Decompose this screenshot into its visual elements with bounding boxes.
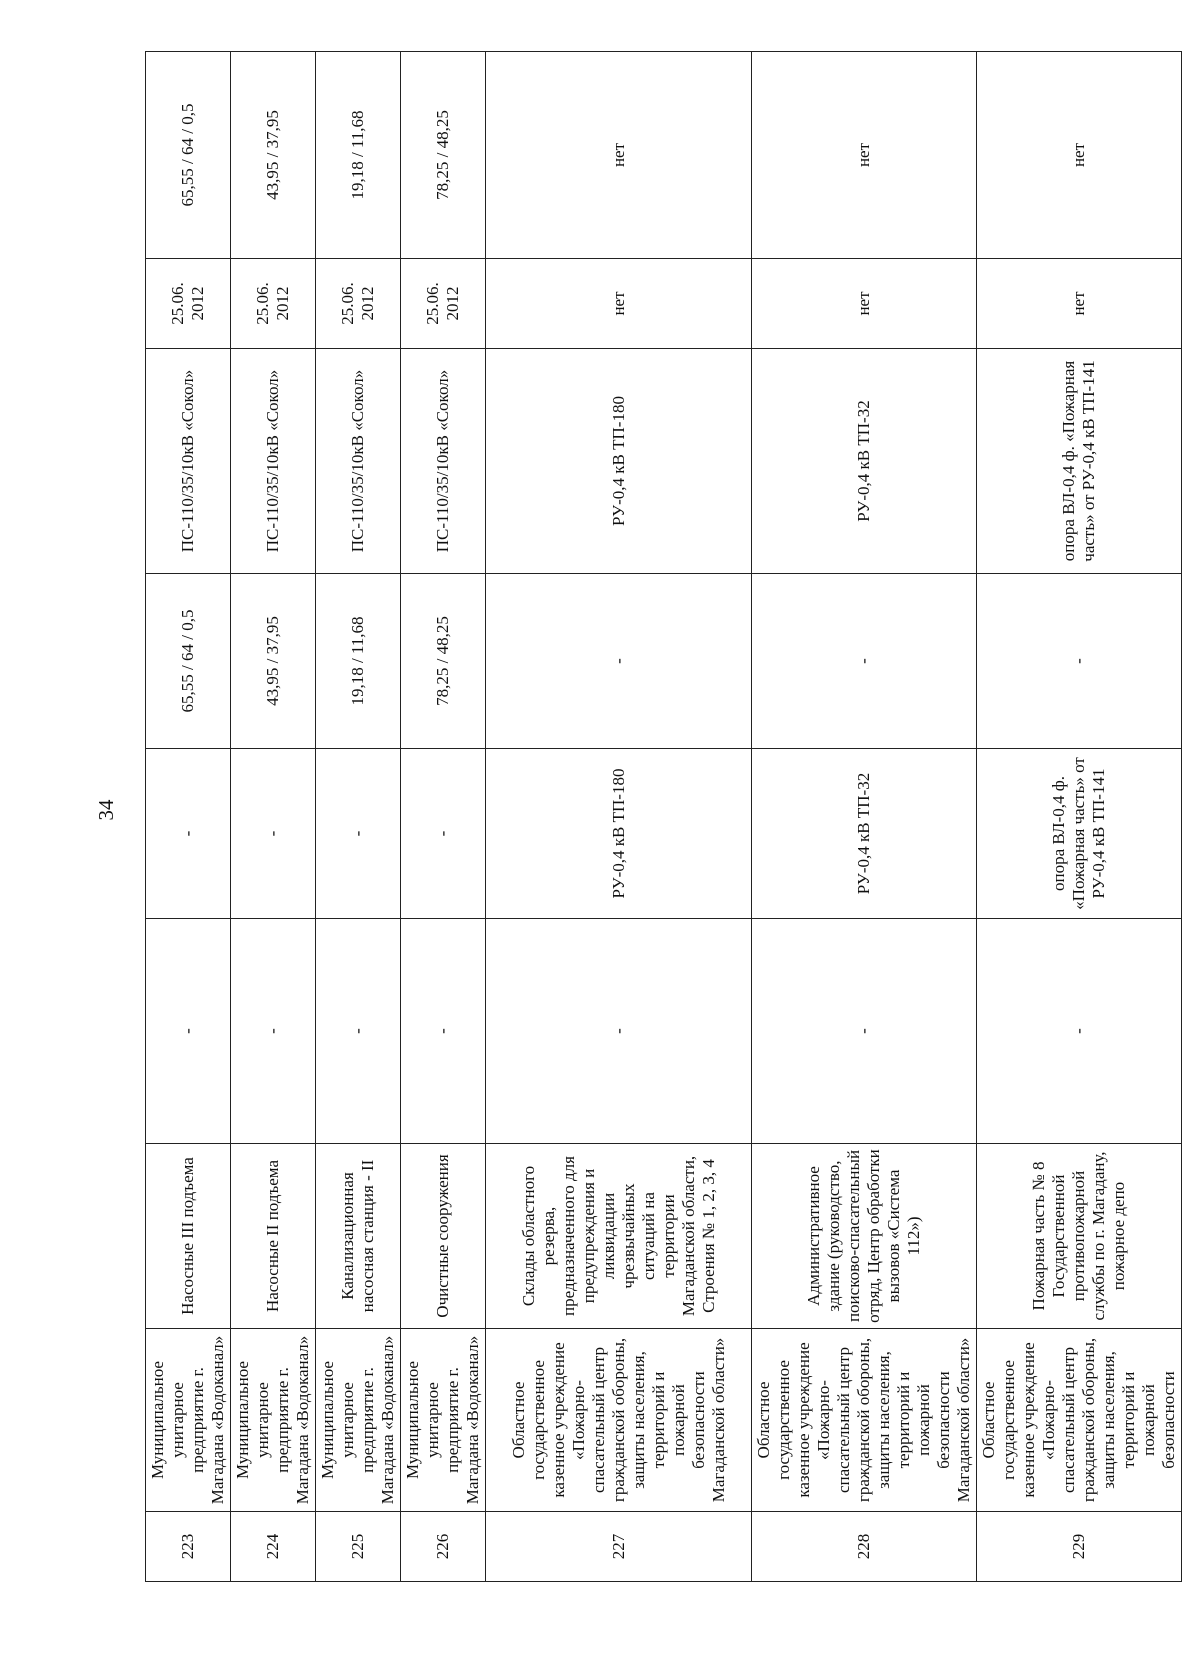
- table-row: [146, 52, 231, 1582]
- table-row: [486, 52, 752, 1582]
- document-table-rotated: [145, 52, 1178, 1582]
- col-d-cell: РУ-0,4 кВ ТП-180: [486, 349, 752, 574]
- object-cell: Насосные II подъема: [231, 1144, 316, 1329]
- col-c-cell: 19,18 / 11,68: [316, 574, 401, 749]
- col-d-cell: ПС-110/35/10кВ «Сокол»: [146, 349, 231, 574]
- date-cell: 25.06. 2012: [316, 259, 401, 349]
- organization-cell: Муниципальное унитарное предприятие г. Магадана «Водоканал»: [231, 1329, 316, 1512]
- organization-cell: Областное государственное казенное учреждение «Пожарно-спасательный центр гражданской обороны, защиты населения, территорий и пожарной безопасности Магаданской области»: [486, 1329, 752, 1512]
- object-cell: Склады областного резерва, предназначенного для предупреждения и ликвидации чрезвычайных ситуаций на территории Магаданской области, Строения № 1, 2, 3, 4: [486, 1144, 752, 1329]
- value-cell: нет: [977, 52, 1182, 259]
- organization-cell: Муниципальное унитарное предприятие г. Магадана «Водоканал»: [316, 1329, 401, 1512]
- col-c-cell: -: [486, 574, 752, 749]
- col-b-cell: РУ-0,4 кВ ТП-180: [486, 749, 752, 919]
- date-cell: 25.06. 2012: [146, 259, 231, 349]
- value-cell: 78,25 / 48,25: [401, 52, 486, 259]
- organization-cell: Муниципальное унитарное предприятие г. Магадана «Водоканал»: [401, 1329, 486, 1512]
- col-d-cell: опора ВЛ-0,4 ф. «Пожарная часть» от РУ-0,4 кВ ТП-141: [977, 349, 1182, 574]
- date-cell: 25.06. 2012: [401, 259, 486, 349]
- row-number: 227: [486, 1512, 752, 1582]
- date-cell: 25.06. 2012: [231, 259, 316, 349]
- object-cell: Административное здание (руководство, поисково-спасательный отряд, Центр обработки вызовов «Система 112»): [752, 1144, 977, 1329]
- col-b-cell: -: [401, 749, 486, 919]
- col-a-cell: -: [752, 919, 977, 1144]
- col-b-cell: опора ВЛ-0,4 ф. «Пожарная часть» от РУ-0,4 кВ ТП-141: [977, 749, 1182, 919]
- col-a-cell: -: [401, 919, 486, 1144]
- organization-cell: Областное государственное казенное учреждение «Пожарно-спасательный центр гражданской обороны, защиты населения, территорий и пожарной безопасности Магаданской области»: [752, 1329, 977, 1512]
- date-cell: нет: [977, 259, 1182, 349]
- object-cell: Канализационная насосная станция - II: [316, 1144, 401, 1329]
- row-number: 223: [146, 1512, 231, 1582]
- value-cell: нет: [486, 52, 752, 259]
- table-row: [977, 52, 1182, 1582]
- value-cell: нет: [752, 52, 977, 259]
- row-number: 226: [401, 1512, 486, 1582]
- table-row: [316, 52, 401, 1582]
- row-number: 224: [231, 1512, 316, 1582]
- col-c-cell: 65,55 / 64 / 0,5: [146, 574, 231, 749]
- col-d-cell: ПС-110/35/10кВ «Сокол»: [401, 349, 486, 574]
- organization-cell: Муниципальное унитарное предприятие г. Магадана «Водоканал»: [146, 1329, 231, 1512]
- object-cell: Очистные сооружения: [401, 1144, 486, 1329]
- object-cell: Насосные III подъема: [146, 1144, 231, 1329]
- value-cell: 43,95 / 37,95: [231, 52, 316, 259]
- col-a-cell: -: [231, 919, 316, 1144]
- col-d-cell: ПС-110/35/10кВ «Сокол»: [231, 349, 316, 574]
- col-b-cell: РУ-0,4 кВ ТП-32: [752, 749, 977, 919]
- col-d-cell: РУ-0,4 кВ ТП-32: [752, 349, 977, 574]
- col-c-cell: 78,25 / 48,25: [401, 574, 486, 749]
- value-cell: 65,55 / 64 / 0,5: [146, 52, 231, 259]
- date-cell: нет: [486, 259, 752, 349]
- row-number: 229: [977, 1512, 1182, 1582]
- col-b-cell: -: [231, 749, 316, 919]
- col-b-cell: -: [316, 749, 401, 919]
- date-cell: нет: [752, 259, 977, 349]
- col-b-cell: -: [146, 749, 231, 919]
- row-number: 228: [752, 1512, 977, 1582]
- facilities-table: [145, 51, 1182, 1582]
- col-c-cell: -: [752, 574, 977, 749]
- organization-cell: Областное государственное казенное учреждение «Пожарно-спасательный центр гражданской обороны, защиты населения, территорий и пожарной безопасности: [977, 1329, 1182, 1512]
- col-d-cell: ПС-110/35/10кВ «Сокол»: [316, 349, 401, 574]
- value-cell: 19,18 / 11,68: [316, 52, 401, 259]
- object-cell: Пожарная часть № 8 Государственной противопожарной службы по г. Магадану, пожарное депо: [977, 1144, 1182, 1329]
- col-c-cell: -: [977, 574, 1182, 749]
- col-a-cell: -: [486, 919, 752, 1144]
- col-a-cell: -: [146, 919, 231, 1144]
- row-number: 225: [316, 1512, 401, 1582]
- col-a-cell: -: [316, 919, 401, 1144]
- col-c-cell: 43,95 / 37,95: [231, 574, 316, 749]
- table-row: [231, 52, 316, 1582]
- table-row: [401, 52, 486, 1582]
- page-number: 34: [94, 799, 118, 821]
- table-row: [752, 52, 977, 1582]
- col-a-cell: -: [977, 919, 1182, 1144]
